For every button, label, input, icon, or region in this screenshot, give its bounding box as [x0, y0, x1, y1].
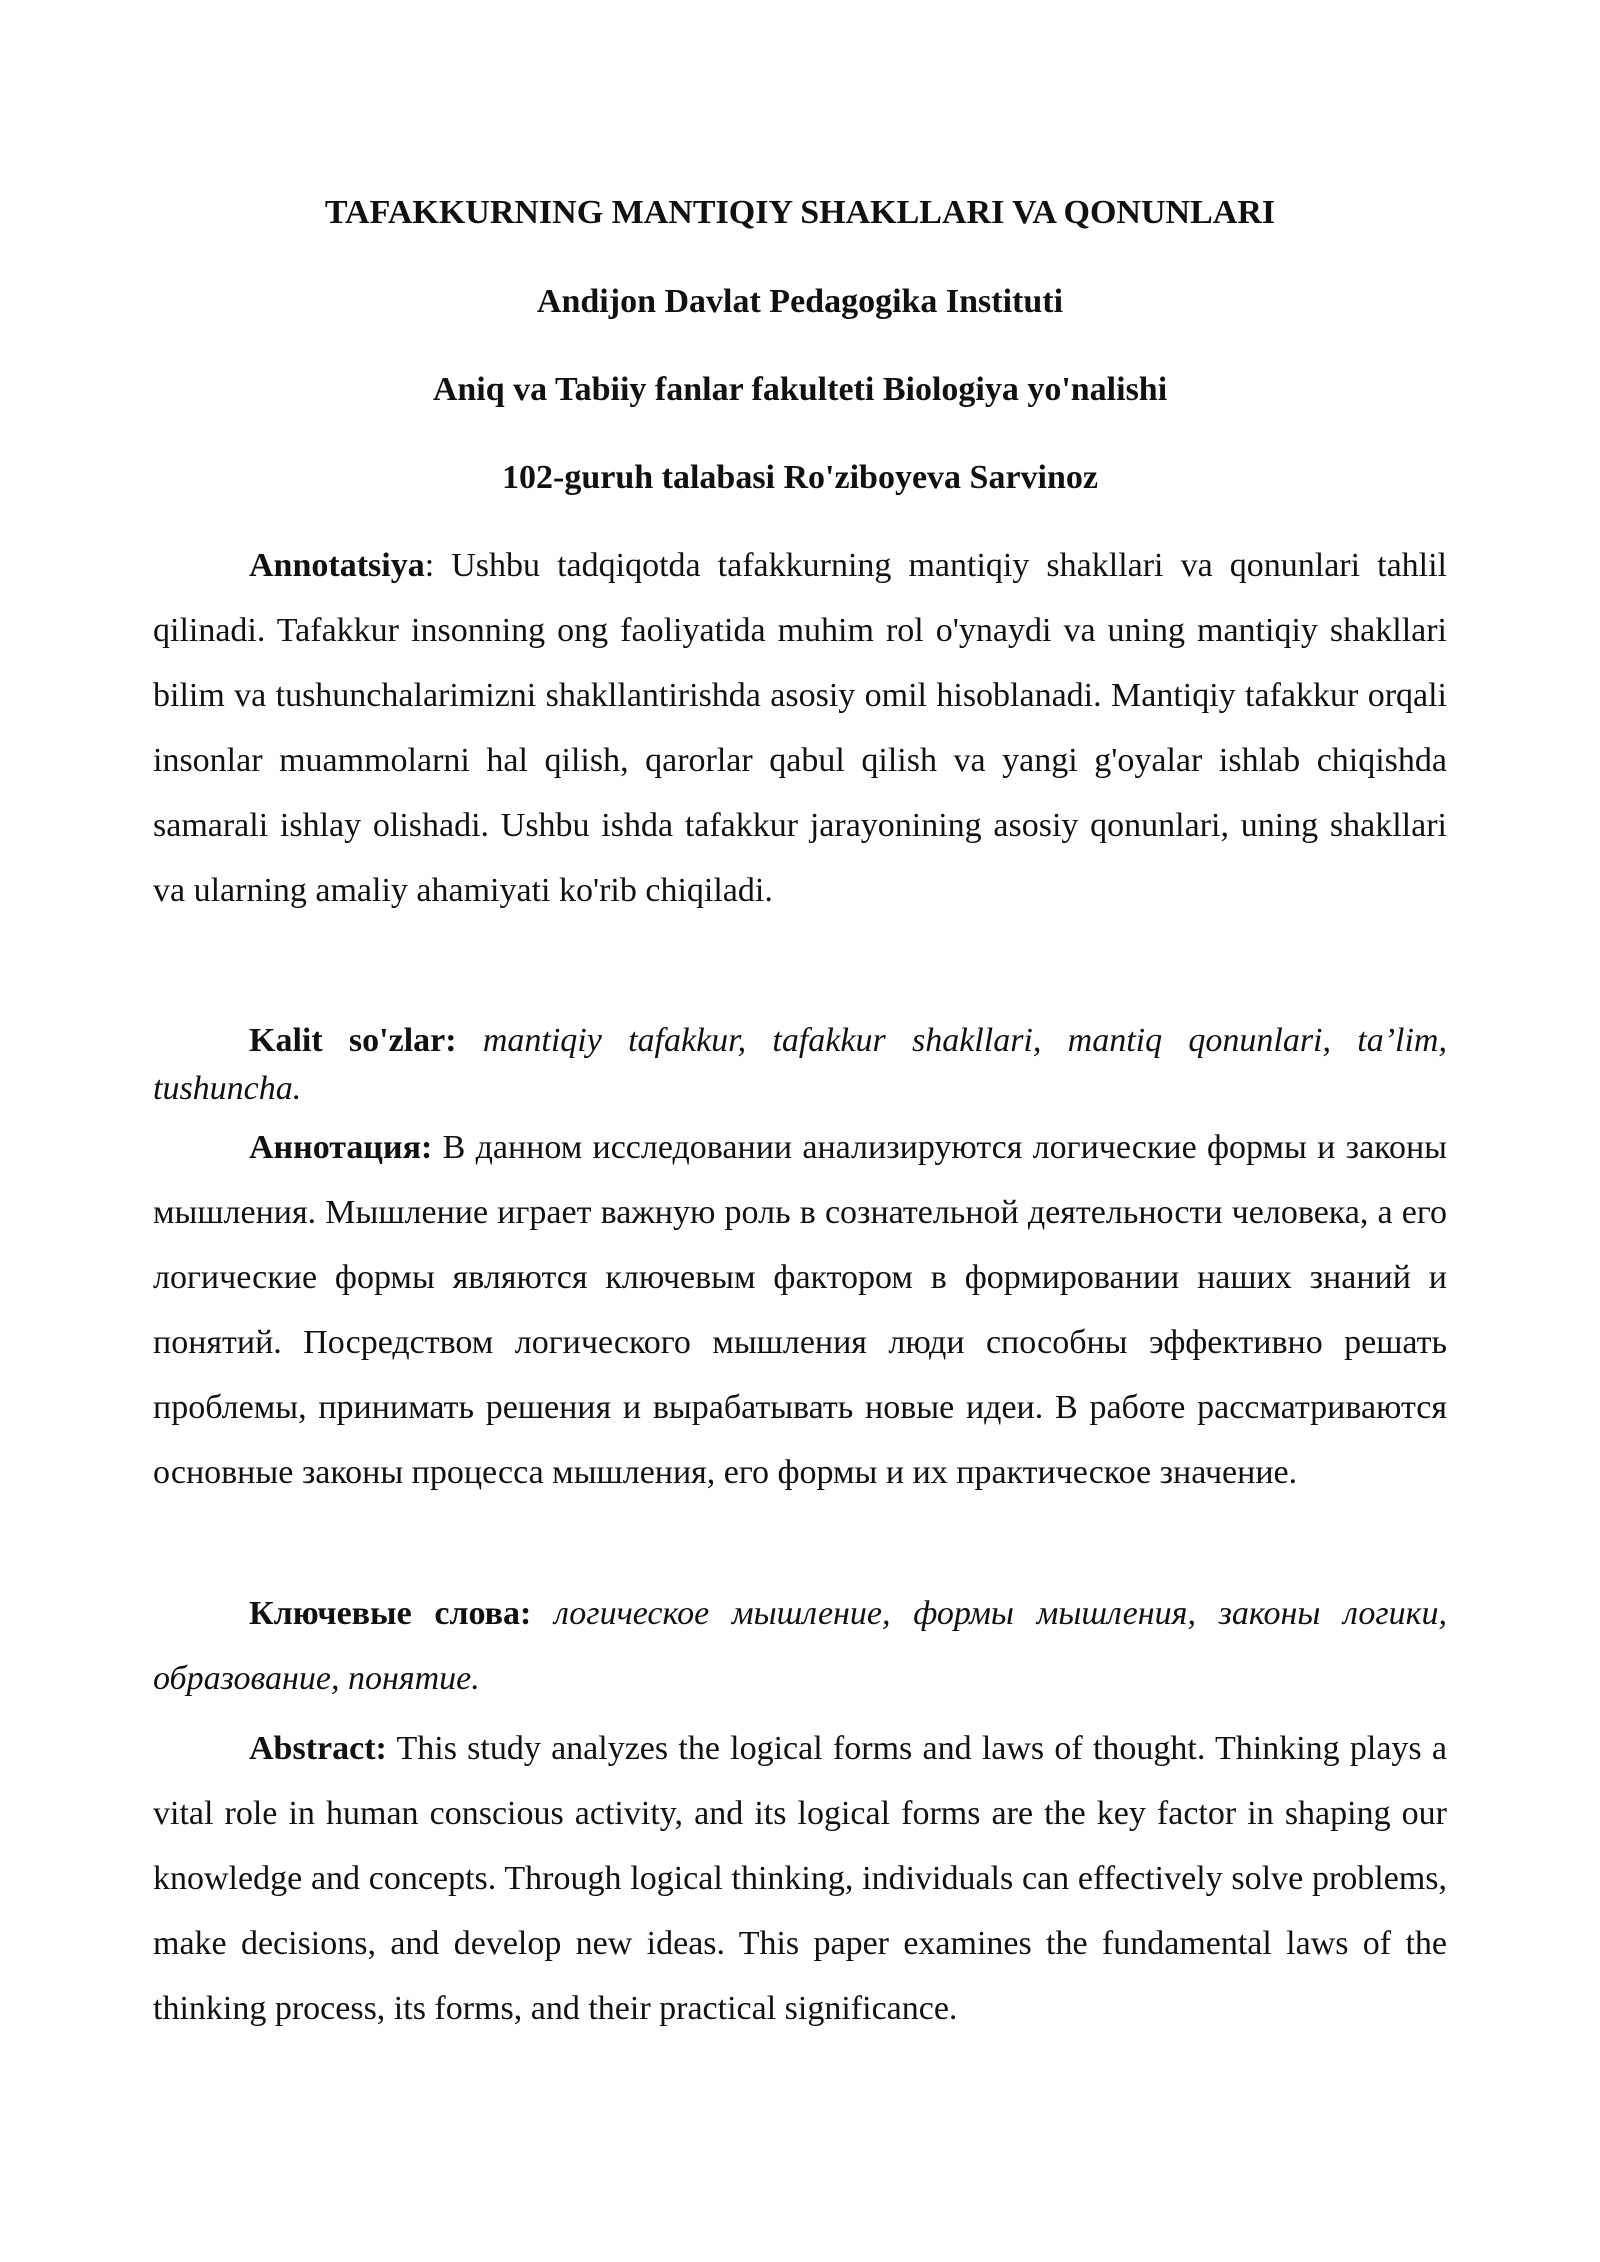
annotation-ru-paragraph [153, 1115, 1447, 1505]
keywords-ru-paragraph [153, 1581, 1447, 1711]
abstract-en-label: Abstract: [249, 1730, 387, 1767]
paper-title: TAFAKKURNING MANTIQIY SHAKLLARI VA QONUNLARI [324, 194, 1276, 231]
keywords-ru-label: Ключевые слова: [249, 1595, 532, 1632]
annotation-uz-separator: : [424, 547, 435, 584]
annotation-uz-label: Annotatsiya [249, 547, 425, 584]
faculty-name: Aniq va Tabiiy fanlar fakulteti Biologiya yo'nalishi [432, 371, 1168, 408]
keywords-ru-text: логическое мышление, формы мышления, законы логики, образование, понятие. [153, 1595, 1447, 1697]
keywords-uz-text: mantiqiy tafakkur, tafakkur shakllari, mantiq qonunlari, ta’lim, tushuncha. [153, 1022, 1447, 1107]
abstract-en-text: This study analyzes the logical forms and laws of thought. Thinking plays a vital role in human conscious activity, and its logical forms are the key factor in shaping our knowledge and concepts. Through logical thinking, individuals can effectively solve problems, make decisions, and develop new ideas. This paper examines the fundamental laws of the thinking process, its forms, and their practical significance. [153, 1730, 1447, 2027]
annotation-uz-paragraph [153, 533, 1447, 923]
annotation-ru-text: В данном исследовании анализируются логические формы и законы мышления. Мышление играет важную роль в сознательной деятельности человека, а его логические формы являются ключевым фактором в формировании наших знаний и понятий. Посредством логического мышления люди способны эффективно решать проблемы, принимать решения и вырабатывать новые идеи. В работе рассматриваются основные законы процесса мышления, его формы и их практическое значение. [153, 1129, 1447, 1491]
annotation-ru-label: Аннотация: [249, 1129, 433, 1166]
keywords-uz-paragraph [153, 1017, 1447, 1113]
keywords-uz-label: Kalit so'zlar: [249, 1022, 457, 1059]
institute-name: Andijon Davlat Pedagogika Instituti [536, 283, 1064, 320]
annotation-uz-text: Ushbu tadqiqotda tafakkurning mantiqiy shakllari va qonunlari tahlil qilinadi. Tafakkur insonning ong faoliyatida muhim rol o'ynaydi va uning mantiqiy shakllari bilim va tushunchalarimizni shakllantirishda asosiy omil hisoblanadi. Mantiqiy tafakkur orqali insonlar muammolarni hal qilish, qarorlar qabul qilish va yangi g'oyalar ishlab chiqishda samarali ishlay olishadi. Ushbu ishda tafakkur jarayonining asosiy qonunlari, uning shakllari va ularning amaliy ahamiyati ko'rib chiqiladi. [153, 547, 1447, 909]
author-line: 102-guruh talabasi Ro'ziboyeva Sarvinoz [502, 459, 1098, 496]
abstract-en-paragraph [153, 1716, 1447, 2041]
